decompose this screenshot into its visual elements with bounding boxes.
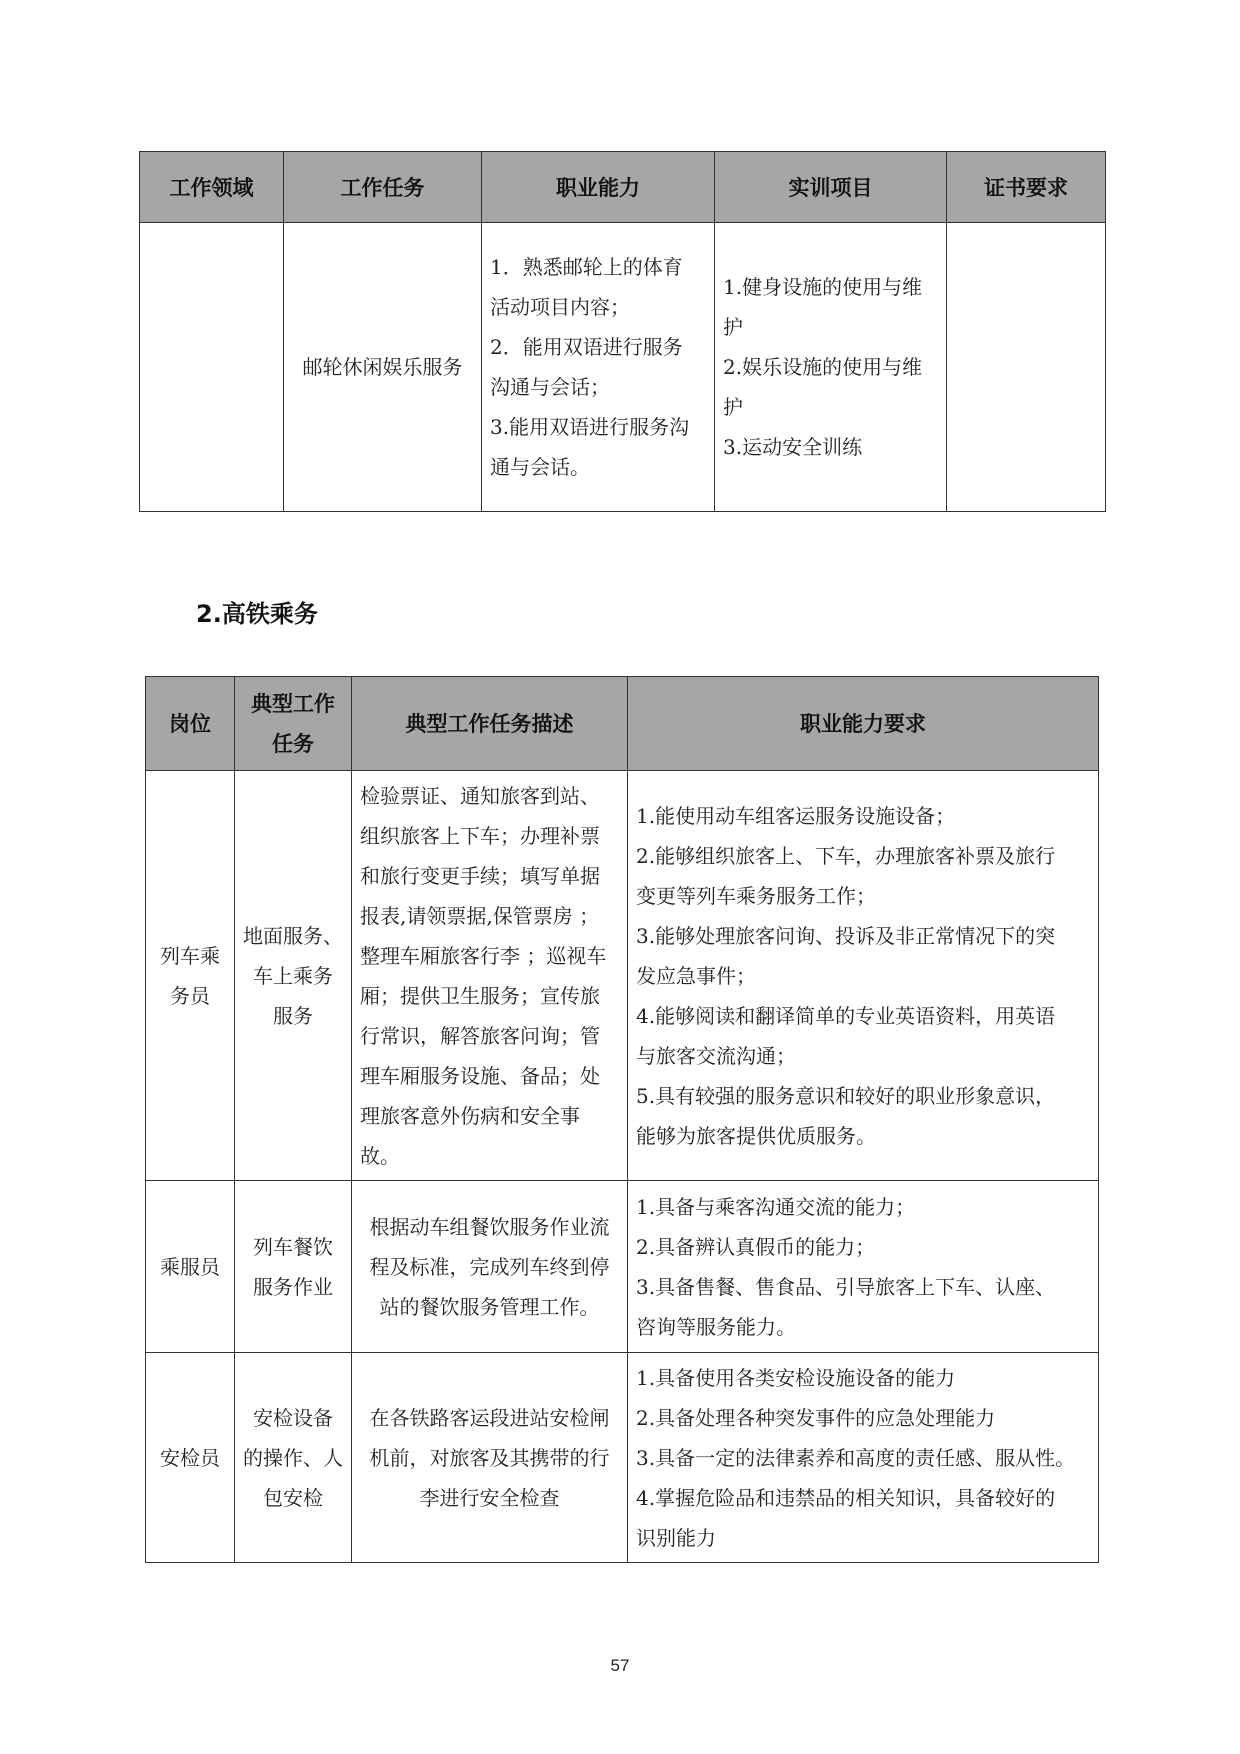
- ability-line: 活动项目内容；: [490, 295, 630, 319]
- description-line: 整理车厢旅客行李 ；巡视车: [360, 943, 607, 968]
- description-line: 机前，对旅客及其携带的行: [369, 1445, 610, 1470]
- header-typical-task: [235, 677, 352, 771]
- post-line: 乘服员: [160, 1254, 220, 1279]
- cell-description: [352, 771, 628, 1181]
- requirement-line: 3.具备售餐、售食品、引导旅客上下车、认座、: [636, 1274, 1056, 1299]
- cruise-competency-table: [139, 151, 1106, 512]
- cell-task: [235, 1353, 352, 1563]
- task-line: 安检设备: [253, 1405, 333, 1430]
- training-line: 护: [723, 395, 743, 419]
- table-row: [146, 1353, 1099, 1563]
- requirement-line: 能够为旅客提供优质服务。: [636, 1123, 876, 1148]
- cell-abilities: [482, 223, 715, 512]
- header-work-task: 工作任务: [284, 152, 482, 223]
- cell-requirements: [628, 1353, 1099, 1563]
- description-line: 站的餐饮服务管理工作。: [379, 1294, 600, 1319]
- post-line: 列车乘: [160, 943, 220, 968]
- header-work-domain: 工作领域: [140, 152, 284, 223]
- requirement-line: 2.能够组织旅客上、下车，办理旅客补票及旅行: [636, 843, 1056, 868]
- cell-post: [146, 1181, 235, 1353]
- ability-line: 通与会话。: [490, 455, 590, 479]
- cell-requirements: [628, 771, 1099, 1181]
- training-line: 1.健身设施的使用与维: [723, 275, 923, 299]
- description-line: 理车厢服务设施、备品；处: [360, 1063, 600, 1088]
- task-line: 服务: [273, 1003, 313, 1028]
- ability-line: 2．能用双语进行服务: [490, 335, 683, 359]
- cell-post: [146, 771, 235, 1181]
- table-row: [146, 1181, 1099, 1353]
- requirement-line: 发应急事件；: [636, 963, 756, 988]
- requirement-line: 4.掌握危险品和违禁品的相关知识，具备较好的: [636, 1485, 1056, 1510]
- training-line: 3.运动安全训练: [723, 435, 863, 459]
- cell-description: [352, 1353, 628, 1563]
- description-line: 报表,请领票据,保管票房 ；: [360, 903, 600, 928]
- task-line: 的操作、人: [243, 1445, 343, 1470]
- training-line: 护: [723, 315, 743, 339]
- requirement-line: 1.能使用动车组客运服务设施设备；: [636, 803, 956, 828]
- description-line: 李进行安全检查: [419, 1485, 560, 1510]
- requirement-line: 1.具备使用各类安检设施设备的能力: [636, 1365, 956, 1390]
- description-line: 根据动车组餐饮服务作业流: [369, 1214, 610, 1239]
- post-line: 安检员: [160, 1445, 220, 1470]
- header-certificate: 证书要求: [947, 152, 1106, 223]
- cell-description: [352, 1181, 628, 1353]
- task-line: 地面服务、: [243, 923, 343, 948]
- description-line: 理旅客意外伤病和安全事: [360, 1103, 580, 1128]
- header-training-project: 实训项目: [715, 152, 947, 223]
- requirement-line: 3.能够处理旅客问询、投诉及非正常情况下的突: [636, 923, 1056, 948]
- cell-certificate: [947, 223, 1106, 512]
- cell-task: 邮轮休闲娱乐服务: [284, 223, 482, 512]
- description-line: 和旅行变更手续；填写单据: [360, 863, 600, 888]
- requirement-line: 变更等列车乘务服务工作；: [636, 883, 876, 908]
- table-row: [140, 223, 1106, 512]
- header-task-description: 典型工作任务描述: [352, 677, 628, 771]
- section-title: 2.高铁乘务: [196, 600, 318, 628]
- page-number: 57: [610, 1656, 630, 1675]
- description-line: 厢；提供卫生服务；宣传旅: [360, 983, 600, 1008]
- cell-task: [235, 1181, 352, 1353]
- description-line: 在各铁路客运段进站安检闸: [369, 1405, 610, 1430]
- description-line: 检验票证、通知旅客到站、: [360, 783, 600, 808]
- header-ability-requirements: 职业能力要求: [628, 677, 1099, 771]
- ability-line: 3.能用双语进行服务沟: [490, 415, 690, 439]
- requirement-line: 1.具备与乘客沟通交流的能力；: [636, 1194, 916, 1219]
- ability-line: 沟通与会话；: [490, 375, 610, 399]
- header-line: 任务: [272, 731, 314, 756]
- cell-requirements: [628, 1181, 1099, 1353]
- requirement-line: 与旅客交流沟通；: [636, 1043, 796, 1068]
- cell-domain: [140, 223, 284, 512]
- post-line: 务员: [170, 983, 210, 1008]
- training-line: 2.娱乐设施的使用与维: [723, 355, 923, 379]
- table-row: [146, 771, 1099, 1181]
- requirement-line: 3.具备一定的法律素养和高度的责任感、服从性。: [636, 1445, 1076, 1470]
- requirement-line: 识别能力: [636, 1525, 716, 1550]
- task-line: 服务作业: [253, 1274, 333, 1299]
- table-header-row: [140, 152, 1106, 223]
- table-header-row: [146, 677, 1099, 771]
- task-line: 列车餐饮: [253, 1234, 333, 1259]
- header-vocational-ability: 职业能力: [482, 152, 715, 223]
- description-line: 组织旅客上下车；办理补票: [360, 823, 600, 848]
- requirement-line: 咨询等服务能力。: [636, 1314, 796, 1339]
- header-line: 典型工作: [251, 691, 335, 716]
- requirement-line: 2.具备辨认真假币的能力；: [636, 1234, 876, 1259]
- description-line: 故。: [360, 1143, 400, 1168]
- description-line: 程及标准，完成列车终到停: [369, 1254, 610, 1279]
- cell-task: [235, 771, 352, 1181]
- cell-post: [146, 1353, 235, 1563]
- requirement-line: 5.具有较强的服务意识和较好的职业形象意识，: [636, 1083, 1056, 1108]
- requirement-line: 2.具备处理各种突发事件的应急处理能力: [636, 1405, 996, 1430]
- task-line: 车上乘务: [253, 963, 333, 988]
- requirement-line: 4.能够阅读和翻译简单的专业英语资料，用英语: [636, 1003, 1056, 1028]
- description-line: 行常识，解答旅客问询；管: [360, 1023, 600, 1048]
- ability-line: 1．熟悉邮轮上的体育: [490, 255, 683, 279]
- task-line: 包安检: [263, 1485, 323, 1510]
- header-post: 岗位: [146, 677, 235, 771]
- cell-training: [715, 223, 947, 512]
- high-speed-rail-table: [145, 676, 1099, 1563]
